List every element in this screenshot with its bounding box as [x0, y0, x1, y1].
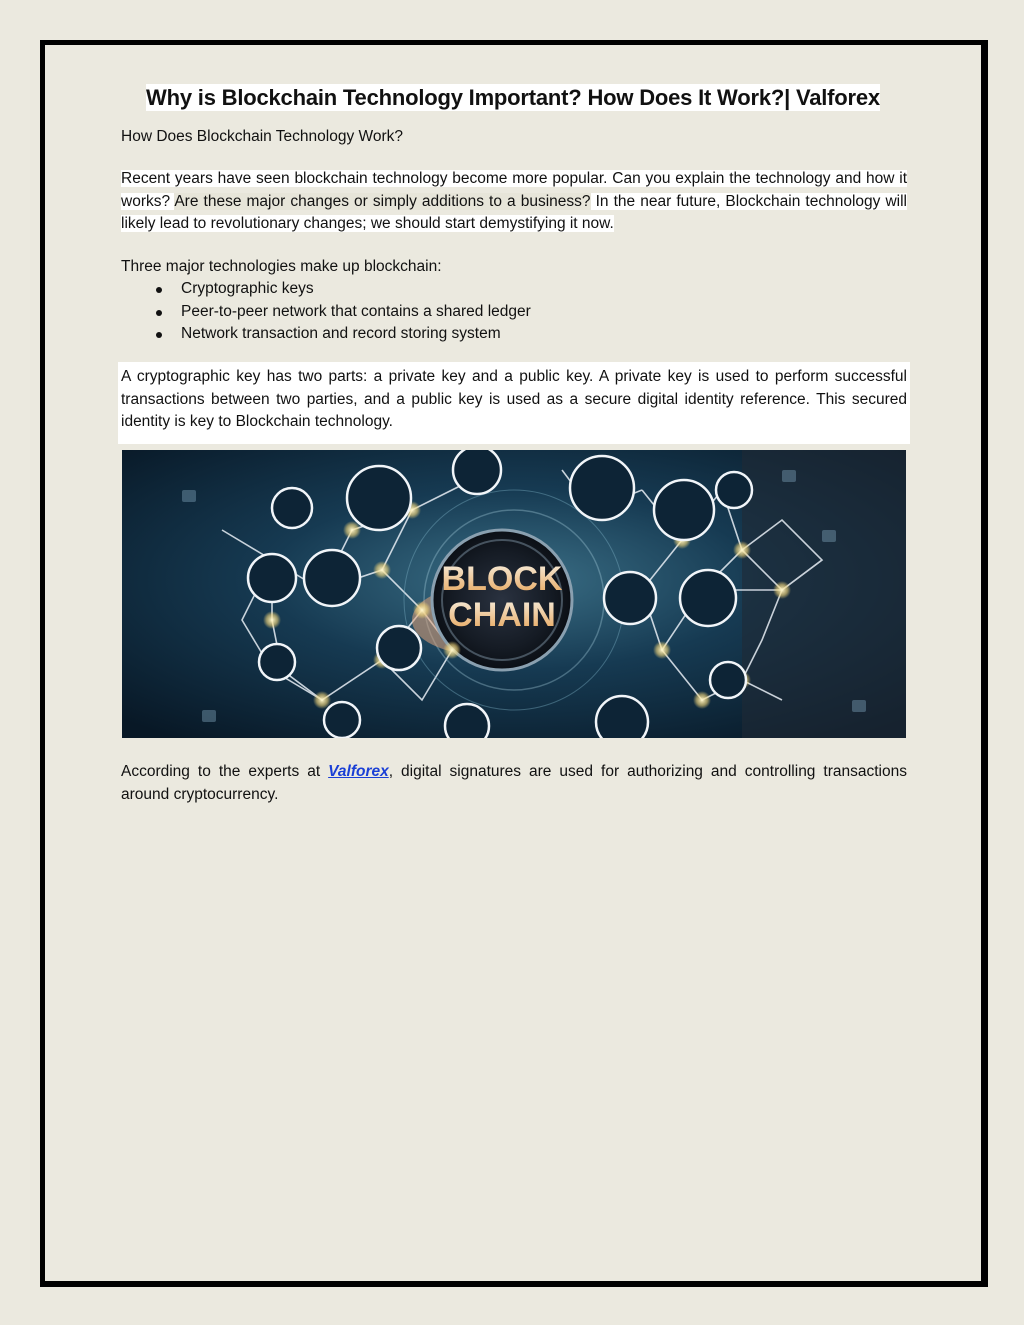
intro-text-1: Recent years have seen blockchain technology become more popular. Can you explain the technology and how it works?	[121, 170, 907, 210]
list-item: Peer-to-peer network that contains a shared ledger	[121, 301, 531, 324]
valforex-link[interactable]: Valforex	[328, 763, 389, 780]
intro-text-3: In the near future, Blockchain technology will likely lead to revolutionary changes; we should start demystifying it now.	[121, 192, 907, 232]
image-text-chain: CHAIN	[448, 596, 556, 634]
closing-paragraph	[121, 761, 907, 806]
section-subheading: How Does Blockchain Technology Work?	[121, 128, 404, 145]
tech-intro: Three major technologies make up blockchain:	[121, 258, 442, 275]
crypto-key-paragraph: A cryptographic key has two parts: a private key and a public key. A private key is used to perform successful transactions between two parties, and a public key is used as a secure digital identity reference. This secured identity is key to Blockchain technology.	[118, 362, 910, 444]
intro-text-2: Are these major changes or simply additions to a business?	[174, 192, 591, 210]
closing-text-1: According to the experts at	[121, 763, 329, 780]
document-page	[40, 40, 988, 1287]
tech-list	[121, 278, 531, 346]
list-item: Cryptographic keys	[121, 278, 531, 301]
blockchain-image	[122, 450, 906, 738]
list-item: Network transaction and record storing system	[121, 323, 531, 346]
closing-text-2: , digital signatures are used for authorizing and controlling transactions around cryptocurrency.	[121, 763, 907, 803]
intro-paragraph	[121, 168, 907, 236]
document-title: Why is Blockchain Technology Important? How Does It Work?| Valforex	[146, 85, 880, 110]
image-text-block: BLOCK	[441, 560, 563, 598]
